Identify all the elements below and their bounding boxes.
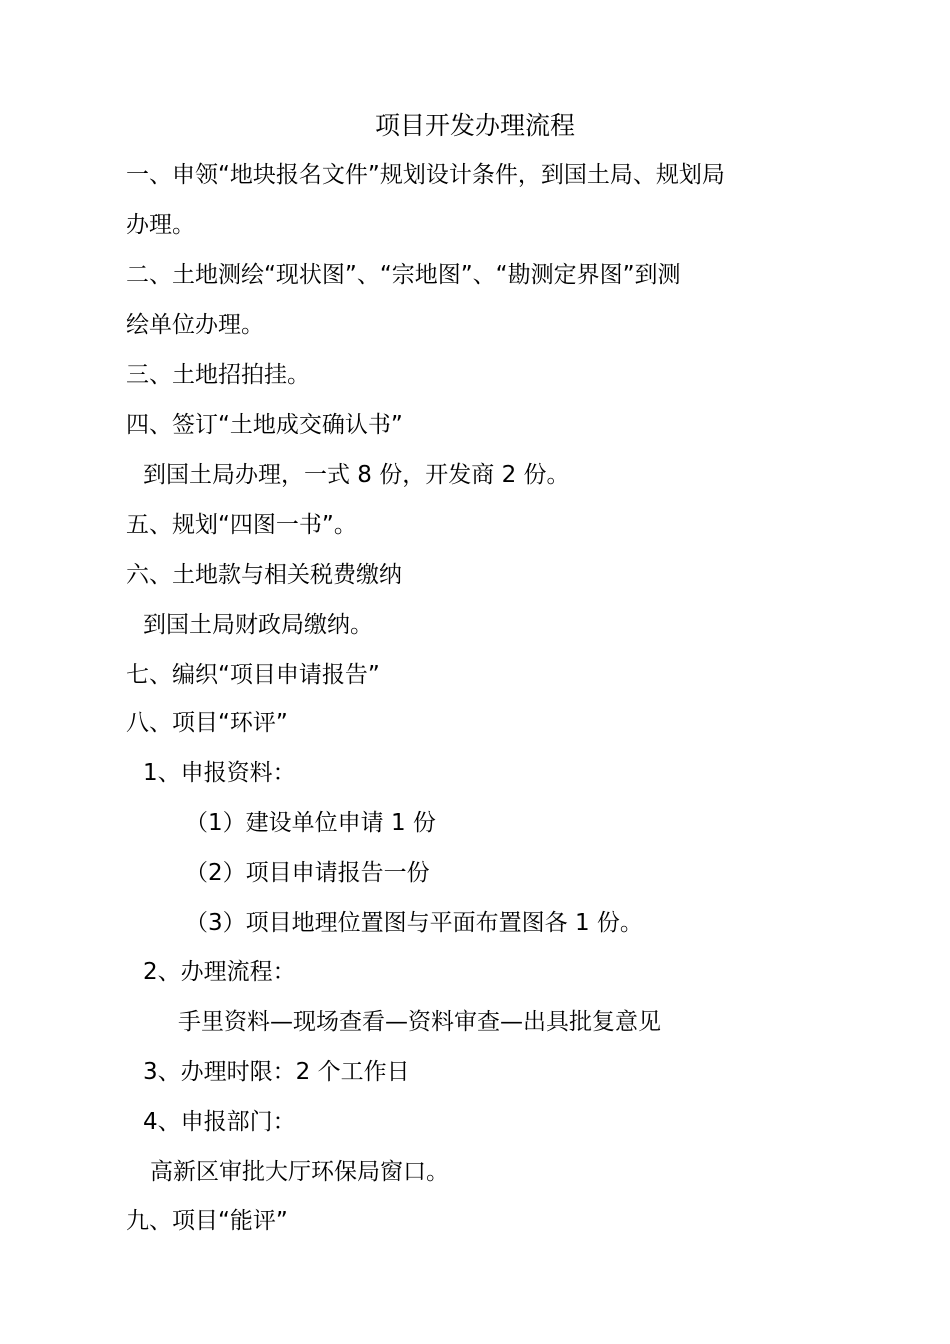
step-8-material-3: （3）项目地理位置图与平面布置图各 1 份。 (185, 910, 643, 936)
step-4-detail: 到国土局办理，一式 8 份，开发商 2 份。 (143, 462, 570, 488)
step-8-time-limit: 3、办理时限：2 个工作日 (143, 1059, 410, 1085)
step-5: 五、规划“四图一书”。 (126, 512, 357, 538)
step-8-materials-heading: 1、申报资料： (143, 760, 296, 786)
step-8: 八、项目“环评” (126, 710, 288, 736)
step-6-detail: 到国土局财政局缴纳。 (143, 612, 373, 638)
step-8-process-detail: 手里资料—现场查看—资料审查—出具批复意见 (178, 1009, 661, 1035)
step-7: 七、编织“项目申请报告” (126, 662, 380, 688)
step-1-line-1: 一、申领“地块报名文件”规划设计条件，到国土局、规划局 (126, 162, 725, 188)
step-6: 六、土地款与相关税费缴纳 (126, 562, 402, 588)
document-title: 项目开发办理流程 (374, 111, 575, 140)
step-8-department-heading: 4、申报部门： (143, 1109, 296, 1135)
step-4: 四、签订“土地成交确认书” (126, 412, 403, 438)
step-2-line-1: 二、土地测绘“现状图”、“宗地图”、“勘测定界图”到测 (126, 262, 681, 288)
step-8-material-1: （1）建设单位申请 1 份 (185, 810, 436, 836)
step-8-process-heading: 2、办理流程： (143, 959, 296, 985)
step-8-material-2: （2）项目申请报告一份 (185, 860, 430, 886)
step-1-line-2: 办理。 (126, 212, 195, 238)
step-2-line-2: 绘单位办理。 (126, 312, 264, 338)
step-9: 九、项目“能评” (126, 1208, 288, 1234)
step-3: 三、土地招拍挂。 (126, 362, 310, 388)
step-8-department-detail: 高新区审批大厅环保局窗口。 (150, 1159, 449, 1185)
